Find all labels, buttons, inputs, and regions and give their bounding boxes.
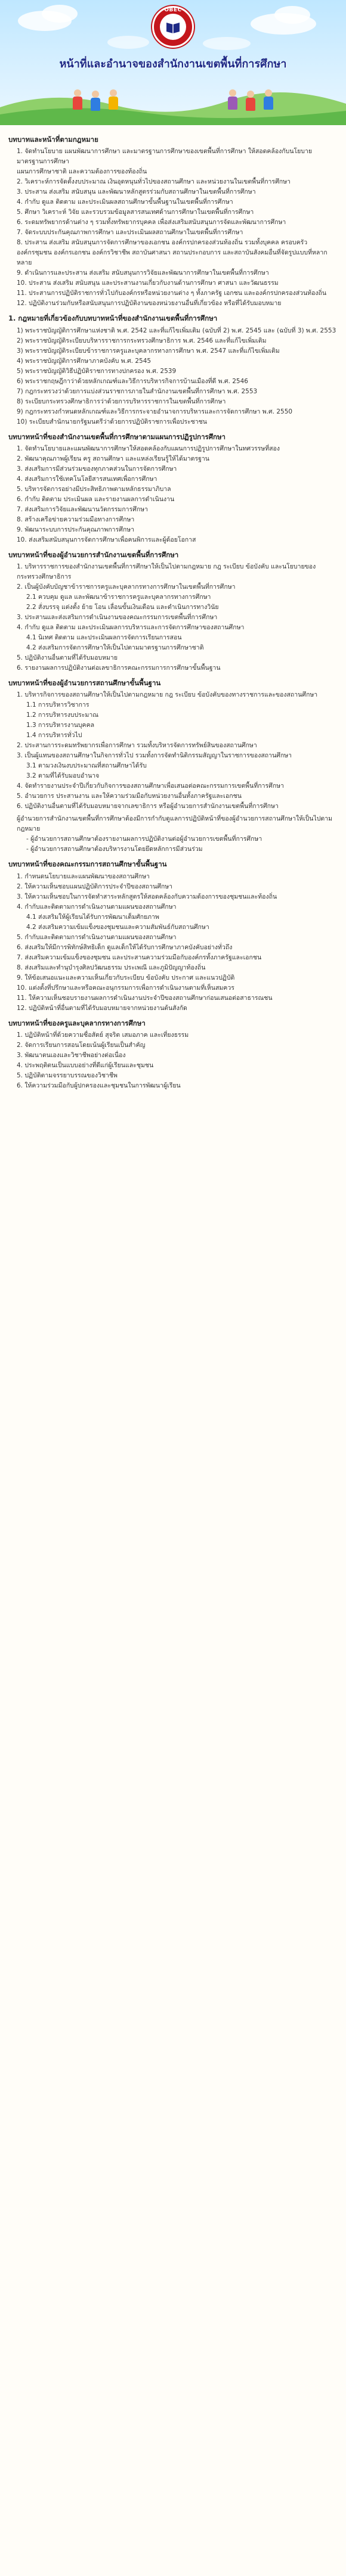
list-item: 7. ส่งเสริมความเข้มแข็งของชุมชน และประสานความร่วมมือกับองค์กรทั้งภาครัฐและเอกชน (17, 953, 262, 961)
section-heading: บทบาทและหน้าที่ตามกฎหมาย (8, 135, 98, 144)
child-figure (245, 91, 257, 111)
list-item: 12. ปฏิบัติหน้าที่อื่นตามที่ได้รับมอบหมายจากหน่วยงานต้นสังกัด (17, 1004, 187, 1012)
sub-item: 1.2 การบริหารงบประมาณ (26, 711, 98, 719)
sub-item: 4.2 ส่งเสริมความเข้มแข็งของชุมชนและความสัมพันธ์กับสถานศึกษา (26, 923, 209, 931)
list-item: 8. ประสาน ส่งเสริม สนับสนุนการจัดการศึกษาของเอกชน องค์กรปกครองส่วนท้องถิ่น รวมทั้งบุคคล ครอบครัว (17, 239, 308, 247)
sub-item: 3.1 ตามวงเงินงบประมาณที่สถานศึกษาได้รับ (26, 762, 147, 770)
list-item: 5. ปฏิบัติงานอื่นตามที่ได้รับมอบหมาย (17, 654, 118, 661)
list-item: 10. ส่งเสริมสนับสนุนการจัดการศึกษาเพื่อคนพิการและผู้ด้อยโอกาส (17, 536, 196, 543)
list-item: 2. ให้ความเห็นชอบแผนปฏิบัติการประจำปีของสถานศึกษา (17, 883, 173, 890)
list-item: 9. ดำเนินการและประสาน ส่งเสริม สนับสนุนการวิจัยและพัฒนาการศึกษาในเขตพื้นที่การศึกษา (17, 269, 269, 277)
list-item: 4) พระราชบัญญัติการศึกษาภาคบังคับ พ.ศ. 2545 (17, 357, 152, 365)
list-item: 10. แต่งตั้งที่ปรึกษาและหรือคณะอนุกรรมการเพื่อการดำเนินงานตามที่เห็นสมควร (17, 984, 234, 992)
child-figure (89, 91, 101, 111)
list-item: 1. บริหารราชการของสำนักงานเขตพื้นที่การศึกษาให้เป็นไปตามกฎหมาย กฎ ระเบียบ ข้อบังคับ และนโยบายของกระทรวงศึกษาธิการ (17, 563, 316, 580)
list-item: 3. ประสานและส่งเสริมการดำเนินงานของคณะกรรมการเขตพื้นที่การศึกษา (17, 614, 218, 621)
list-item: 6. กำกับ ติดตาม ประเมินผล และรายงานผลการดำเนินงาน (17, 495, 175, 503)
list-item: 5. กำกับและติดตามการดำเนินงานตามแผนของสถานศึกษา (17, 933, 177, 941)
list-item: 3. เป็นผู้แทนของสถานศึกษาในกิจการทั่วไป รวมทั้งการจัดทำนิติกรรมสัญญาในราชการของสถานศึกษา (17, 752, 292, 760)
list-item: 2) พระราชบัญญัติระเบียบบริหารราชการกระทรวงศึกษาธิการ พ.ศ. 2546 และที่แก้ไขเพิ่มเติม (17, 337, 267, 344)
list-item: 2. ประสานการระดมทรัพยากรเพื่อการศึกษา รวมทั้งบริหารจัดการทรัพย์สินของสถานศึกษา (17, 742, 257, 750)
section-heading: บทบาทหน้าที่ของคณะกรรมการสถานศึกษาขั้นพื้นฐาน (8, 860, 167, 869)
sub-item: 1.1 การบริหารวิชาการ (26, 701, 89, 709)
cloud-shape (42, 5, 78, 23)
paragraph-line: แผนการศึกษาชาติ และความต้องการของท้องถิ่น (17, 168, 147, 176)
sub-item: 2.2 สั่งบรรจุ แต่งตั้ง ย้าย โอน เลื่อนขั้นเงินเดือน และดำเนินการทางวินัย (26, 604, 219, 611)
list-item: 6. รายงานผลการปฏิบัติงานต่อเลขาธิการคณะกรรมการการศึกษาขั้นพื้นฐาน (17, 664, 221, 672)
list-item: 8. ส่งเสริมและทำนุบำรุงศิลปวัฒนธรรม ประเพณี และภูมิปัญญาท้องถิ่น (17, 964, 206, 971)
list-item: 11. ประสานการปฏิบัติราชการทั่วไปกับองค์กรหรือหน่วยงานต่าง ๆ ทั้งภาครัฐ เอกชน และองค์กรปกครองส่วนท้องถิ่น (17, 290, 327, 297)
list-item: 4. ส่งเสริมการใช้เทคโนโลยีสารสนเทศเพื่อการศึกษา (17, 475, 157, 483)
paragraph-line: องค์กรชุมชน องค์กรเอกชน องค์กรวิชาชีพ สถาบันศาสนา สถานประกอบการ และสถาบันสังคมอื่นที่จัดรูปแบบที่หลากหลาย (17, 249, 328, 267)
list-item: 9. ให้ข้อเสนอแนะและความเห็นเกี่ยวกับระเบียบ ข้อบังคับ ประกาศ และแนวปฏิบัติ (17, 974, 235, 981)
child-figure (72, 89, 84, 110)
list-item: 6. ส่งเสริมให้มีการพิทักษ์สิทธิเด็ก ดูแลเด็กให้ได้รับการศึกษาภาคบังคับอย่างทั่วถึง (17, 943, 233, 951)
list-item: 5. ศึกษา วิเคราะห์ วิจัย และรวบรวมข้อมูลสารสนเทศด้านการศึกษาในเขตพื้นที่การศึกษา (17, 209, 254, 216)
paragraph-line: ผู้อำนวยการสำนักงานเขตพื้นที่การศึกษาต้องมีการกำกับดูแลการปฏิบัติหน้าที่ของผู้อำนวยการสถานศึกษาให้เป็นไปตามกฎหมาย (17, 815, 333, 833)
list-item: 11. ให้ความเห็นชอบรายงานผลการดำเนินงานประจำปีของสถานศึกษาก่อนเสนอต่อสาธารณชน (17, 994, 273, 1002)
list-item: 4. จัดทำรายงานประจำปีเกี่ยวกับกิจการของสถานศึกษาเพื่อเสนอต่อคณะกรรมการเขตพื้นที่การศึกษา (17, 782, 285, 790)
list-item: 1) พระราชบัญญัติการศึกษาแห่งชาติ พ.ศ. 2542 และที่แก้ไขเพิ่มเติม (ฉบับที่ 2) พ.ศ. 2545 และ (ฉบับที่ 3) พ.ศ. 2553 (17, 327, 336, 334)
document-content (0, 125, 346, 1091)
list-item: 1. บริหารกิจการของสถานศึกษาให้เป็นไปตามกฎหมาย กฎ ระเบียบ ข้อบังคับของทางราชการและของสถานศึกษา (17, 691, 318, 699)
list-item: 5. บริหารจัดการอย่างมีประสิทธิภาพตามหลักธรรมาภิบาล (17, 485, 171, 493)
child-figure (227, 89, 239, 110)
logo-text: OBEC (164, 7, 182, 13)
header-banner (0, 0, 346, 125)
sub-item: 1.4 การบริหารทั่วไป (26, 732, 82, 739)
list-item: 2. จัดการเรียนการสอนโดยเน้นผู้เรียนเป็นสำคัญ (17, 1041, 146, 1049)
sub-item: 4.1 นิเทศ ติดตาม และประเมินผลการจัดการเรียนการสอน (26, 634, 182, 641)
list-item: 7. จัดระบบประกันคุณภาพการศึกษา และประเมินผลสถานศึกษาในเขตพื้นที่การศึกษา (17, 229, 243, 237)
sub-item: 3.2 ตามที่ได้รับมอบอำนาจ (26, 772, 100, 780)
list-item: 3. พัฒนาตนเองและวิชาชีพอย่างต่อเนื่อง (17, 1051, 126, 1059)
list-item: 5) พระราชบัญญัติวิธีปฏิบัติราชการทางปกครอง พ.ศ. 2539 (17, 367, 177, 375)
section-heading: 1. กฎหมายที่เกี่ยวข้องกับบทบาทหน้าที่ของสำนักงานเขตพื้นที่การศึกษา (8, 314, 218, 323)
list-item: 9) กฎกระทรวงกำหนดหลักเกณฑ์และวิธีการกระจายอำนาจการบริหารและการจัดการศึกษา พ.ศ. 2550 (17, 408, 293, 415)
list-item: 5. อำนวยการ ประสานงาน และให้ความร่วมมือกับหน่วยงานอื่นทั้งภาครัฐและเอกชน (17, 793, 242, 800)
list-item: 2. พัฒนาคุณภาพผู้เรียน ครู สถานศึกษา และแหล่งเรียนรู้ให้ได้มาตรฐาน (17, 455, 209, 462)
document-body (0, 125, 346, 2576)
list-item: 3) พระราชบัญญัติระเบียบข้าราชการครูและบุคลากรทางการศึกษา พ.ศ. 2547 และที่แก้ไขเพิ่มเติม (17, 347, 280, 355)
list-item: 7. ส่งเสริมการวิจัยและพัฒนานวัตกรรมการศึกษา (17, 505, 149, 513)
cloud-shape (107, 36, 149, 49)
child-figure (107, 89, 119, 110)
book-icon (164, 18, 182, 36)
sub-item: 4.1 ส่งเสริมให้ผู้เรียนได้รับการพัฒนาเต็มศักยภาพ (26, 913, 159, 921)
list-item: 8. สร้างเครือข่ายความร่วมมือทางการศึกษา (17, 515, 135, 523)
list-item: 7) กฎกระทรวงว่าด้วยการแบ่งส่วนราชการภายในสำนักงานเขตพื้นที่การศึกษา พ.ศ. 2553 (17, 387, 258, 395)
child-figure (262, 89, 274, 110)
cloud-shape (274, 6, 310, 24)
list-item: 2. เป็นผู้บังคับบัญชาข้าราชการครูและบุคลากรทางการศึกษาในเขตพื้นที่การศึกษา (17, 583, 236, 591)
list-item: 3. ประสาน ส่งเสริม สนับสนุน และพัฒนาหลักสูตรร่วมกับสถานศึกษาในเขตพื้นที่การศึกษา (17, 188, 256, 196)
list-item: 10) ระเบียบสำนักนายกรัฐมนตรีว่าด้วยการปฏิบัติราชการเพื่อประชาชน (17, 418, 207, 425)
list-item: 1. จัดทำนโยบายและแผนพัฒนาการศึกษาให้สอดคล้องกับแผนการปฏิรูปการศึกษาในทศวรรษที่สอง (17, 445, 280, 452)
list-item: 5. ปฏิบัติตามจรรยาบรรณของวิชาชีพ (17, 1071, 118, 1079)
page-title: หน้าที่และอำนาจของสำนักงานเขตพื้นที่การศึกษา (59, 58, 287, 70)
list-item: 1. กำหนดนโยบายและแผนพัฒนาของสถานศึกษา (17, 872, 150, 880)
list-item: 3. ส่งเสริมการมีส่วนร่วมของทุกภาคส่วนในการจัดการศึกษา (17, 465, 177, 473)
list-item: 1. ปฏิบัติหน้าที่ด้วยความซื่อสัตย์ สุจริต เสมอภาค และเที่ยงธรรม (17, 1031, 189, 1039)
list-item: 4. ประพฤติตนเป็นแบบอย่างที่ดีแก่ผู้เรียนและชุมชน (17, 1061, 154, 1069)
list-item: 6. ให้ความร่วมมือกับผู้ปกครองและชุมชนในการพัฒนาผู้เรียน (17, 1082, 181, 1089)
section-heading: บทบาทหน้าที่ของผู้อำนวยการสำนักงานเขตพื้นที่การศึกษา (8, 550, 179, 559)
sub-item: 1.3 การบริหารงานบุคคล (26, 722, 95, 729)
sub-item: 4.2 ส่งเสริมการจัดการศึกษาให้เป็นไปตามมาตรฐานการศึกษาชาติ (26, 644, 204, 651)
list-item: 10. ประสาน ส่งเสริม สนับสนุน และประสานงานเกี่ยวกับงานด้านการศึกษา ศาสนา และวัฒนธรรม (17, 279, 279, 287)
list-item: 3. ให้ความเห็นชอบในการจัดทำสาระหลักสูตรให้สอดคล้องกับความต้องการของชุมชนและท้องถิ่น (17, 893, 277, 900)
list-item: 2. วิเคราะห์การจัดตั้งงบประมาณ เงินอุดหนุนทั่วไปของสถานศึกษา และหน่วยงานในเขตพื้นที่การศึกษา (17, 178, 291, 186)
list-item: 4. กำกับ ดูแล ติดตาม และประเมินผลการบริหารและการจัดการศึกษาของสถานศึกษา (17, 624, 245, 631)
list-item: 6) พระราชกฤษฎีกาว่าด้วยหลักเกณฑ์และวิธีการบริหารกิจการบ้านเมืองที่ดี พ.ศ. 2546 (17, 377, 248, 385)
list-item: 9. พัฒนาระบบการประกันคุณภาพการศึกษา (17, 526, 135, 533)
logo-emblem (160, 14, 186, 40)
list-item: 12. ปฏิบัติงานร่วมกับหรือสนับสนุนการปฏิบัติงานของหน่วยงานอื่นที่เกี่ยวข้อง หรือที่ได้รับมอบหมาย (17, 300, 282, 307)
list-item: 1. จัดทำนโยบาย แผนพัฒนาการศึกษา และมาตรฐานการศึกษาของเขตพื้นที่การศึกษา ให้สอดคล้องกับนโยบาย มาตรฐานการศึกษา (17, 148, 312, 166)
list-item: 4. กำกับ ดูแล ติดตาม และประเมินผลสถานศึกษาขั้นพื้นฐานในเขตพื้นที่การศึกษา (17, 198, 233, 206)
list-item: 8) ระเบียบกระทรวงศึกษาธิการว่าด้วยการบริหารราชการในเขตพื้นที่การศึกษา (17, 397, 226, 405)
list-item: 6. ปฏิบัติงานอื่นตามที่ได้รับมอบหมายจากเลขาธิการ หรือผู้อำนวยการสำนักงานเขตพื้นที่การศึกษา (17, 803, 279, 810)
list-item: 4. กำกับและติดตามการดำเนินงานตามแผนของสถานศึกษา (17, 903, 177, 911)
cloud-shape (203, 37, 251, 50)
section-heading: บทบาทหน้าที่ของผู้อำนวยการสถานศึกษาขั้นพื้นฐาน (8, 679, 161, 687)
list-item: 6. ระดมทรัพยากรด้านต่าง ๆ รวมทั้งทรัพยากรบุคคล เพื่อส่งเสริมสนับสนุนการจัดและพัฒนาการศึกษา (17, 219, 286, 226)
sub-item: - ผู้อำนวยการสถานศึกษาต้องรายงานผลการปฏิบัติงานต่อผู้อำนวยการเขตพื้นที่การศึกษา (26, 835, 262, 843)
hills-illustration (0, 83, 346, 125)
section-heading: บทบาทหน้าที่ของสำนักงานเขตพื้นที่การศึกษาตามแผนการปฏิรูปการศึกษา (8, 432, 226, 441)
sub-item: 2.1 ควบคุม ดูแล และพัฒนาข้าราชการครูและบุคลากรทางการศึกษา (26, 593, 211, 601)
sub-item: - ผู้อำนวยการสถานศึกษาต้องบริหารงานโดยยึดหลักการมีส่วนร่วม (26, 846, 203, 853)
section-heading: บทบาทหน้าที่ของครูและบุคลากรทางการศึกษา (8, 1018, 146, 1027)
obec-logo (152, 6, 194, 48)
